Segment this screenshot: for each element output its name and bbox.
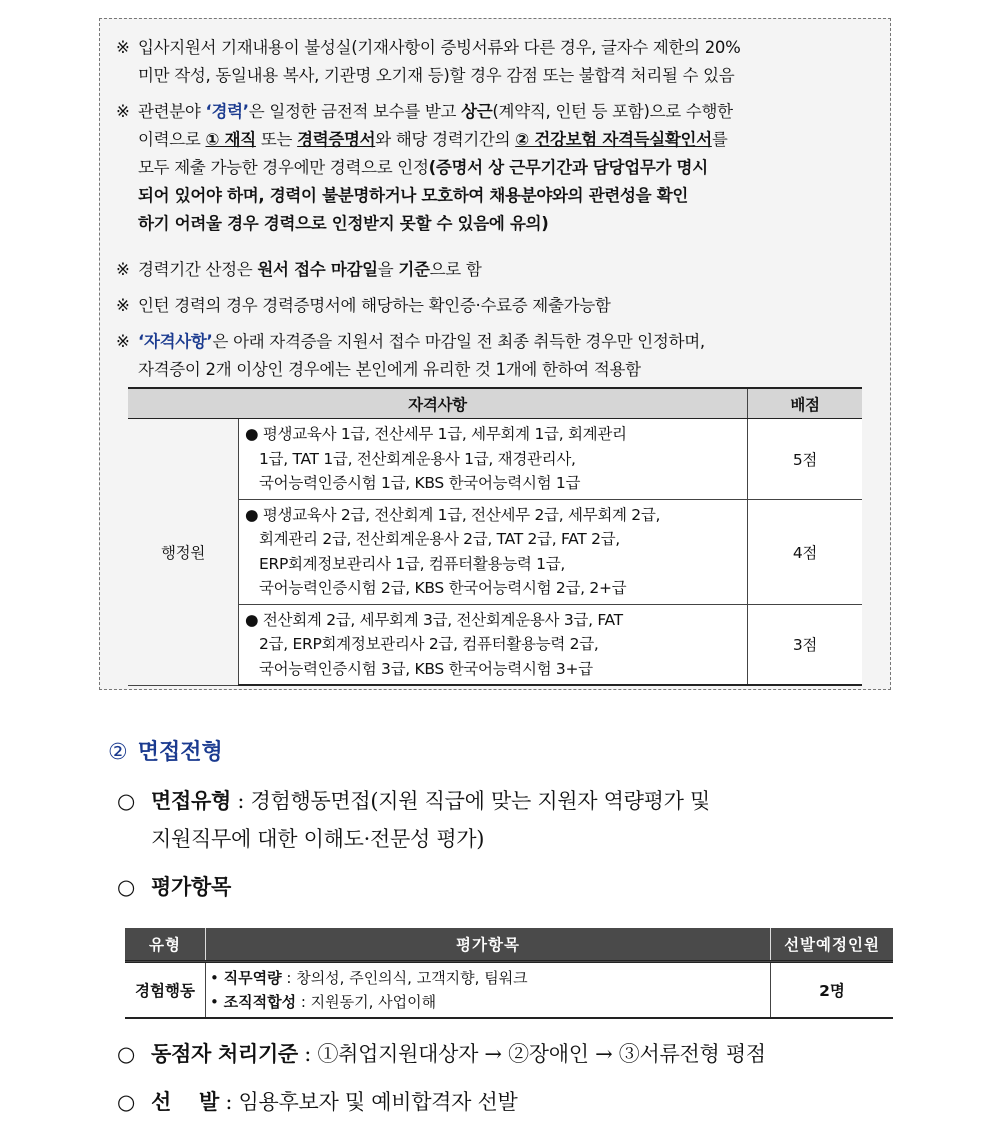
score-cell: 5점	[748, 419, 863, 500]
qualification-table	[128, 387, 862, 686]
selection-rule: ○ 선 발 : 임용후보자 및 예비합격자 선발	[117, 1083, 518, 1121]
note-intern-career: ※ 인턴 경력의 경우 경력증명서에 해당하는 확인증·수료증 제출가능함	[116, 292, 876, 320]
reference-mark: ※	[116, 260, 130, 279]
note-falsified-application: ※ 입사지원서 기재내용이 불성실(기재사항이 증빙서류와 다른 경우, 글자수 제한의 20% 미만 작성, 동일내용 복사, 기관명 오기재 등)할 경우 감점 또는 불합격 처리될 수 있음	[116, 34, 876, 90]
bullet-icon: •	[210, 969, 219, 987]
reference-mark: ※	[116, 102, 130, 121]
interview-type: ○ 면접유형 : 경험행동면접(지원 직급에 맞는 지원자 역량평가 및 지원직무에 대한 이해도·전문성 평가)	[117, 782, 710, 858]
table-row	[128, 419, 862, 500]
table-row	[125, 962, 893, 1019]
score-cell: 3점	[748, 604, 863, 685]
note-qualifications: ※ ‘자격사항’은 아래 자격증을 지원서 접수 마감일 전 최종 취득한 경우만 인정하며, 자격증이 2개 이상인 경우에는 본인에게 유리한 것 1개에 한하여 적용함	[116, 328, 876, 384]
note-career-period: ※ 경력기간 산정은 원서 접수 마감일을 기준으로 함	[116, 256, 876, 284]
evaluation-items: • 직무역량 : 창의성, 주인의식, 고객지향, 팀워크 • 조직적합성 : 지원동기, 사업이해	[206, 962, 771, 1019]
circle-icon: ○	[117, 1090, 136, 1114]
interview-type-cell: 경험행동	[125, 962, 206, 1019]
section-number: ②	[108, 740, 128, 765]
reference-mark: ※	[116, 332, 130, 351]
bullet-icon: •	[210, 993, 219, 1011]
table-row	[128, 499, 862, 604]
section-heading	[108, 735, 223, 766]
circle-icon: ○	[117, 1042, 136, 1066]
notice-box	[99, 18, 891, 690]
section-title: 면접전형	[137, 740, 223, 765]
selection-count: 2명	[771, 962, 894, 1019]
qualification-list: ● 평생교육사 1급, 전산세무 1급, 세무회계 1급, 회계관리 1급, TAT 1급, 전산회계운용사 1급, 재경관리사, 국어능력인증시험 1급, KBS 한국어능력시험 1급	[239, 419, 748, 500]
reference-mark: ※	[116, 38, 130, 57]
note-career-definition: ※ 관련분야 ‘경력’은 일정한 금전적 보수를 받고 상근(계약직, 인턴 등 포함)으로 수행한 이력으로 ① 재직 또는 경력증명서와 해당 경력기간의 ② 건강보험 자격득실확인서를 모두 제출 가능한 경우에만 경력으로 인정(증명서 상 근무기간과 담당업무가 명시 되어 있어야 하며, 경력이 불분명하거나 모호하여 채용분야와의 관련성을 확인 하기 어려울 경우 경력으로 인정받지 못할 수 있음에 유의)	[116, 98, 876, 238]
tie-break-rule: ○ 동점자 처리기준 : ①취업지원대상자 → ②장애인 → ③서류전형 평점	[117, 1035, 766, 1073]
qualification-list: ● 평생교육사 2급, 전산회계 1급, 전산세무 2급, 세무회계 2급, 회계관리 2급, 전산회계운용사 2급, TAT 2급, FAT 2급, ERP회계정보관리사 1급, 컴퓨터활용능력 1급, 국어능력인증시험 2급, KBS 한국어능력시험 2급, 2+급	[239, 499, 748, 604]
bullet-icon: ●	[245, 610, 259, 629]
header-items: 평가항목	[206, 928, 771, 962]
evaluation-heading: ○ 평가항목	[117, 868, 231, 906]
circle-icon: ○	[117, 875, 136, 899]
qualification-list: ● 전산회계 2급, 세무회계 3급, 전산회계운용사 3급, FAT 2급, ERP회계정보관리사 2급, 컴퓨터활용능력 2급, 국어능력인증시험 3급, KBS 한국어능력시험 3+급	[239, 604, 748, 685]
interview-table	[125, 928, 893, 1019]
bullet-icon: ●	[245, 425, 259, 443]
reference-mark: ※	[116, 296, 130, 315]
header-count: 선발예정인원	[771, 928, 894, 962]
bullet-icon: ●	[245, 505, 259, 524]
header-type: 유형	[125, 928, 206, 962]
circle-icon: ○	[117, 789, 136, 813]
category-cell: 행정원	[128, 419, 239, 686]
table-row	[128, 604, 862, 685]
score-cell: 4점	[748, 499, 863, 604]
header-score: 배점	[748, 388, 863, 419]
header-qualification: 자격사항	[128, 388, 748, 419]
